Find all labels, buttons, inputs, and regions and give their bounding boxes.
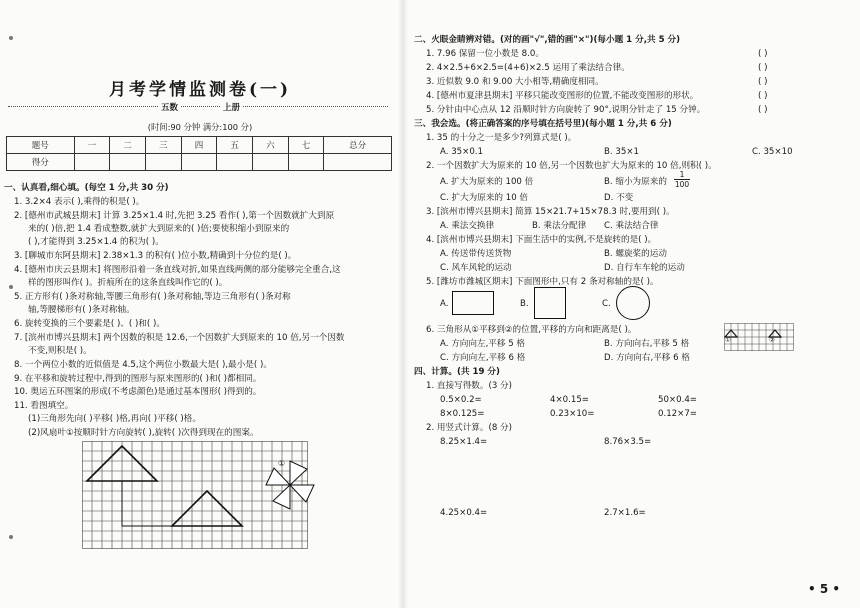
question-line: 2. [德州市武城县期末] 计算 3.25×1.4 时,先把 3.25 看作( ),第一个因数就扩大到原 [14,211,335,221]
score-label-cell: 得分 [7,154,75,171]
section-2-heading: 二、火眼金睛辨对错。(对的画"√",错的画"×")(每小题 1 分,共 5 分) [414,35,681,45]
score-cell: 题号 [7,137,75,154]
triangle-shapes [87,446,242,526]
question-line: 7. [滨州市博兴县期末] 两个因数的积是 12.6,一个因数扩大到原来的 10 倍,另一个因数 [14,333,345,343]
score-input-cell[interactable] [217,154,253,171]
tf-statement: 3. 近似数 9.0 和 9.00 大小相等,精确度相同。 [426,77,604,87]
choice-option: D. 自行车车轮的运动 [604,263,685,273]
score-input-cell[interactable] [181,154,217,171]
choice-question: 4. [滨州市博兴县期末] 下面生活中的实例,不是旋转的是( )。 [426,235,657,245]
tf-answer-paren[interactable]: ( ) [758,105,768,115]
choice-option: A. 传送带传送货物 [440,249,512,259]
tf-statement: 5. 分针由中心点从 12 沿顺时针方向旋转了 90°,说明分针走了 15 分钟。 [426,105,706,115]
question-line: 11. 看图填空。 [14,401,74,411]
calc-item: 50×0.4= [658,395,698,405]
triangle-mark-2: ② [769,336,775,344]
score-table-score-row [7,154,392,171]
choice-option: A. 扩大为原来的 100 倍 [440,177,534,187]
choice-option: A. 方向向左,平移 5 格 [440,339,526,349]
choice-option: C. 方向向左,平移 6 格 [440,353,526,363]
rectangle-option-shape [452,291,494,315]
term-label: 上册 [220,101,243,113]
dotted-rule [8,106,388,107]
question-line: ( ),才能得到 3.25×1.4 的积为( )。 [28,237,164,247]
choice-question: 1. 35 的十分之一是多少?列算式是( )。 [426,133,577,143]
page-number: • 5 • [808,582,841,596]
vertical-calc-item: 8.76×3.5= [604,437,652,447]
tf-statement: 2. 4×2.5+6×2.5=(4+6)×2.5 运用了乘法结合律。 [426,63,630,73]
triangle-mark-1: ① [725,336,731,344]
fan-blade-number: ① [278,459,286,468]
square-option-shape [534,287,566,319]
score-input-cell[interactable] [74,154,110,171]
question-line: 样的图形叫作( )。折痕所在的这条直线叫作它的( )。 [28,278,228,288]
fan-blades-figure [259,455,321,515]
score-cell: 五 [217,137,253,154]
question-line: 1. 3.2×4 表示( ),乘得的积是( )。 [14,197,145,207]
vertical-calc-item: 8.25×1.4= [440,437,488,447]
question-line: 8. 一个两位小数的近似值是 4.5,这个两位小数最大是( ),最小是( )。 [14,360,272,370]
question-line: (1)三角形先向( )平移( )格,再向( )平移( )格。 [28,414,201,424]
score-table-header-row [7,137,392,154]
choice-option: C. [602,299,611,309]
tf-answer-paren[interactable]: ( ) [758,49,768,59]
calc-item: 0.5×0.2= [440,395,482,405]
choice-question: 2. 一个因数扩大为原来的 10 倍,另一个因数也扩大为原来的 10 倍,则积( )。 [426,161,717,171]
score-cell: 六 [253,137,289,154]
choice-option: B. 35×1 [604,147,639,157]
calc-item: 4×0.15= [550,395,590,405]
choice-option: B. 方向向右,平移 5 格 [604,339,690,349]
calc-subheading: 2. 用竖式计算。(8 分) [426,423,512,433]
section-3-heading: 三、我会选。(将正确答案的序号填在括号里)(每小题 1 分,共 6 分) [414,119,672,129]
fraction-one-hundredth [674,170,690,189]
tf-answer-paren[interactable]: ( ) [758,91,768,101]
question-line: 4. [德州市庆云县期末] 将图形沿着一条直线对折,如果直线两侧的部分能够完全重合,这 [14,265,341,275]
choice-option: D. 方向向右,平移 6 格 [604,353,690,363]
section-1-heading: 一、认真看,细心填。(每空 1 分,共 30 分) [4,183,169,193]
calc-item: 0.23×10= [550,409,595,419]
calc-item: 8×0.125= [440,409,485,419]
tf-answer-paren[interactable]: ( ) [758,77,768,87]
triangle-translation-small-grid [724,323,794,351]
question-line: 10. 奥运五环图案的形成(不考虑颜色)是通过基本图形( )得到的。 [14,387,262,397]
question-line: 5. 正方形有( )条对称轴,等腰三角形有( )条对称轴,等边三角形有( )条对称 [14,292,291,302]
score-cell: 二 [110,137,146,154]
score-cell: 七 [288,137,324,154]
punch-hole [9,285,13,289]
choice-option: C. 扩大为原来的 10 倍 [440,193,529,203]
question-line: 6. 旋转变换的三个要素是( )、( )和( )。 [14,319,165,329]
question-line: (2)风扇叶①按顺时针方向旋转( ),旋转( )次得到现在的图案。 [28,428,259,438]
score-input-cell[interactable] [324,154,392,171]
tf-answer-paren[interactable]: ( ) [758,63,768,73]
grade-line [8,101,388,113]
punch-hole [9,535,13,539]
exam-title: 月考学情监测卷(一) [108,80,292,100]
choice-option: B. [520,299,529,309]
choice-option: B. 缩小为原来的 [604,177,667,187]
question-line: 不变,则积是( )。 [28,346,92,356]
tf-statement: 1. 7.96 保留一位小数是 8.0。 [426,49,544,59]
fan-blades [266,461,314,509]
score-cell: 总分 [324,137,392,154]
calc-item: 0.12×7= [658,409,698,419]
choice-option: A. [440,299,449,309]
question-line: 9. 在平移和旋转过程中,得到的图形与原来图形的( )和( )都相同。 [14,374,262,384]
section-4-heading: 四、计算。(共 19 分) [414,367,500,377]
score-cell: 三 [145,137,181,154]
choice-question: 3. [滨州市博兴县期末] 简算 15×21.7+15×78.3 时,要用到( )。 [426,207,675,217]
question-line: 轴,等腰梯形有( )条对称轴。 [28,305,135,315]
circle-option-shape [616,286,650,320]
calc-subheading: 1. 直接写得数。(3 分) [426,381,512,391]
vertical-calc-item: 2.7×1.6= [604,508,646,518]
time-info: (时间:90 分钟 满分:100 分) [147,122,253,132]
tf-statement: 4. [德州市夏津县期末] 平移只能改变图形的位置,不能改变图形的形状。 [426,91,699,101]
vertical-calc-item: 4.25×0.4= [440,508,488,518]
choice-question: 6. 三角形从①平移到②的位置,平移的方向和距离是( )。 [426,325,637,335]
choice-option: A. 35×0.1 [440,147,483,157]
score-cell: 一 [74,137,110,154]
choice-option: D. 不变 [604,193,634,203]
score-input-cell[interactable] [110,154,146,171]
choice-option: C. 35×10 [752,147,793,157]
choice-option: B. 螺旋桨的运动 [604,249,667,259]
question-line: 来的( )倍,把 1.4 看成整数,就扩大到原来的( )倍;要使积缩小到原来的 [28,224,290,234]
fraction-numerator: 1 [679,170,685,179]
question-line: 3. [聊城市东阿县期末] 2.38×1.3 的积有( )位小数,精确到十分位约是( )。 [14,251,297,261]
fraction-denominator: 100 [674,180,690,189]
choice-option: A. 乘法交换律 [440,221,495,231]
score-table [6,136,392,171]
score-cell: 四 [181,137,217,154]
choice-option: C. 乘法结合律 [604,221,659,231]
grade-label: 五数 [158,101,181,113]
choice-question: 5. [潍坊市潍城区期末] 下面图形中,只有 2 条对称轴的是( )。 [426,277,659,287]
choice-option: C. 风车风轮的运动 [440,263,512,273]
score-input-cell[interactable] [288,154,324,171]
score-input-cell[interactable] [145,154,181,171]
punch-hole [9,36,13,40]
score-input-cell[interactable] [253,154,289,171]
choice-option: B. 乘法分配律 [532,221,587,231]
